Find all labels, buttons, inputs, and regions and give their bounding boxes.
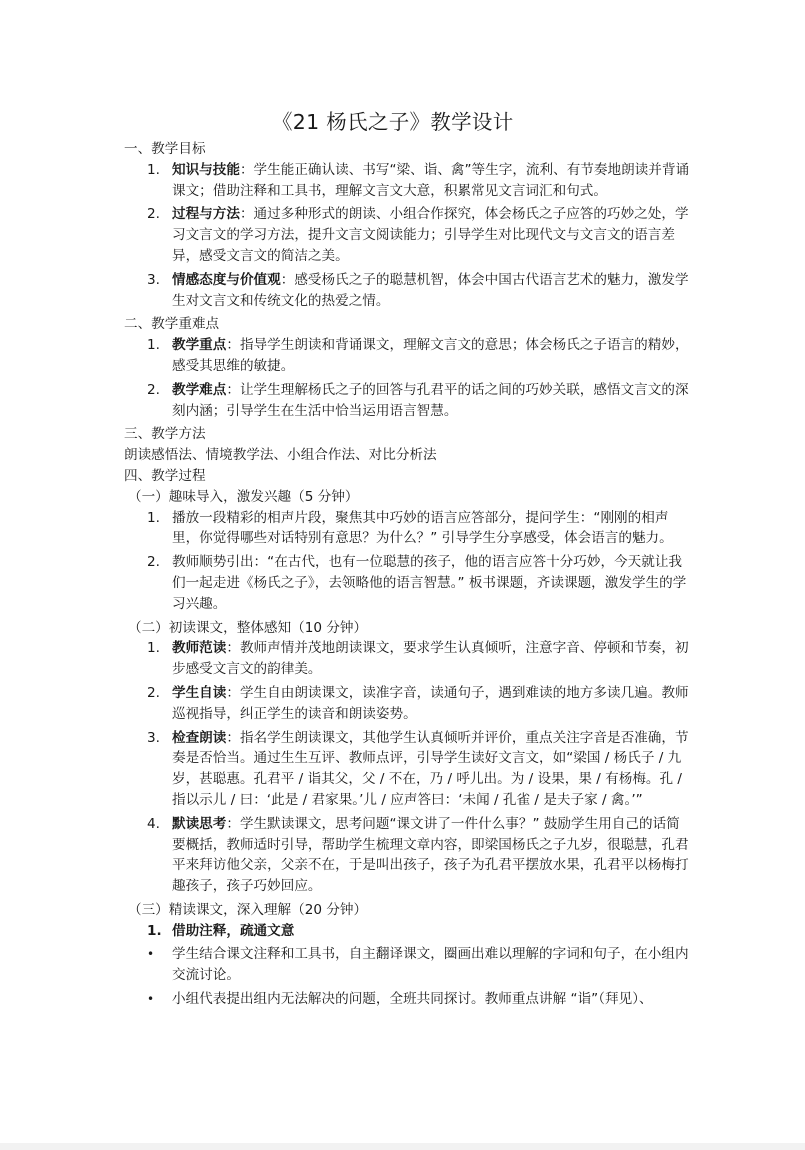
list-item xyxy=(124,508,690,550)
item-text: ：指导学生朗读和背诵课文，理解文言文的意思；体会杨氏之子语言的精妙，感受其思维的敏捷。 xyxy=(172,337,689,374)
goals-list xyxy=(124,160,690,312)
subsection-heading-first-reading: （二）初读课文，整体感知（10 分钟） xyxy=(128,619,368,636)
list-number: 1. xyxy=(147,161,160,178)
item-text: ：教师声情并茂地朗读课文，要求学生认真倾听，注意字音、停顿和节奏，初步感受文言文的韵律美。 xyxy=(172,640,689,678)
section-heading-methods: 三、教学方法 xyxy=(124,426,206,443)
keypoints-list xyxy=(124,335,690,421)
bullet-symbol: • xyxy=(147,947,155,962)
section-heading-keypoints: 二、教学重难点 xyxy=(124,316,220,333)
close-reading-list xyxy=(124,921,690,942)
list-item xyxy=(124,638,690,680)
item-text: ：通过多种形式的朗读、小组合作探究，体会杨氏之子应答的巧妙之处，学习文言文的学习方法，提升文言文阅读能力；引导学生对比现代文与文言文的语言差异，感受文言文的简洁之美。 xyxy=(172,206,689,264)
item-label: 过程与方法 xyxy=(172,206,240,223)
list-item xyxy=(124,552,690,614)
methods-text: 朗读感悟法、情境教学法、小组合作法、对比分析法 xyxy=(124,447,437,464)
item-text: ：学生自由朗读课文，读准字音，读通句子，遇到难读的地方多读几遍。教师巡视指导，纠正学生的读音和朗读姿势。 xyxy=(172,684,689,722)
item-text: ：学生能正确认读、书写“梁、诣、禽”等生字，流利、有节奏地朗读并背诵课文；借助注释和工具书，理解文言文大意，积累常见文言词汇和句式。 xyxy=(172,161,690,199)
list-number: 1. xyxy=(147,922,162,939)
item-text: 借助注释，疏通文意 xyxy=(172,922,295,939)
list-item xyxy=(124,160,690,202)
item-text: 小组代表提出组内无法解决的问题，全班共同探讨。教师重点讲解 “诣”（拜见）、 xyxy=(172,991,653,1008)
intro-list xyxy=(124,508,690,615)
list-item xyxy=(124,814,690,897)
item-text: ：感受杨氏之子的聪慧机智，体会中国古代语言艺术的魅力，激发学生对文言文和传统文化的热爱之情。 xyxy=(172,271,689,309)
item-label: 知识与技能 xyxy=(172,161,240,178)
item-text: 教师顺势引出：“在古代，也有一位聪慧的孩子，他的语言应答十分巧妙，今天就让我们一起走进《杨氏之子》，去领略他的语言智慧。” 板书课题，齐读课题，激发学生的学习兴趣。 xyxy=(172,554,687,612)
list-item xyxy=(124,728,690,811)
subsection-heading-close-reading: （三）精读课文，深入理解（20 分钟） xyxy=(128,901,368,918)
item-text: ：让学生理解杨氏之子的回答与孔君平的话之间的巧妙关联，感悟文言文的深刻内涵；引导学生在生活中恰当运用语言智慧。 xyxy=(172,381,689,419)
item-label: 检查朗读 xyxy=(172,729,227,746)
item-text: 学生结合课文注释和工具书，自主翻译课文，圈画出难以理解的字词和句子，在小组内交流讨论。 xyxy=(172,946,689,984)
list-item xyxy=(124,335,690,377)
first-reading-list xyxy=(124,638,690,897)
section-heading-goals: 一、教学目标 xyxy=(124,141,206,157)
list-number: 4. xyxy=(147,815,160,832)
close-reading-bullets xyxy=(124,944,690,1009)
list-number: 1. xyxy=(147,337,160,354)
section-heading-process: 四、教学过程 xyxy=(124,467,206,484)
item-label: 教学重点 xyxy=(172,337,227,354)
list-item xyxy=(124,380,690,422)
list-item xyxy=(124,921,690,942)
list-number: 1. xyxy=(147,640,160,657)
item-label: 情感态度与价值观 xyxy=(172,271,281,288)
item-label: 默读思考 xyxy=(172,815,227,832)
item-text: ：学生默读课文，思考问题“课文讲了一件什么事？” 鼓励学生用自己的话简要概括，教师适时引导，帮助学生梳理文章内容，即梁国杨氏之子九岁，很聪慧，孔君平来拜访他父亲，父亲不在，于是叫出孩子，孩子为孔君平摆放水果，孔君平以杨梅打趣孩子，孩子巧妙回应。 xyxy=(172,815,689,895)
bullet-symbol: • xyxy=(147,992,155,1007)
item-label: 教师范读 xyxy=(172,640,227,657)
document-title: 《21 杨氏之子》教学设计 xyxy=(272,110,514,134)
item-text: 播放一段精彩的相声片段，聚焦其中巧妙的语言应答部分，提问学生：“刚刚的相声里，你觉得哪些对话特别有意思？为什么？” 引导学生分享感受，体会语言的魅力。 xyxy=(172,509,673,547)
list-number: 2. xyxy=(147,381,160,398)
item-label: 教学难点 xyxy=(172,381,227,398)
list-number: 2. xyxy=(147,554,160,571)
list-item xyxy=(124,683,690,725)
bullet-item xyxy=(124,989,690,1010)
list-item xyxy=(124,204,690,266)
document-content xyxy=(124,108,690,1013)
list-number: 2. xyxy=(147,206,160,223)
list-number: 3. xyxy=(147,729,160,746)
bullet-item xyxy=(124,944,690,986)
list-number: 2. xyxy=(147,684,160,701)
item-text: ：指名学生朗读课文，其他学生认真倾听并评价，重点关注字音是否准确，节奏是否恰当。通过生生互评、教师点评，引导学生读好文言文，如“梁国 / 杨氏子 / 九岁，甚聪惠。孔君平 / 诣其父，父 / 不在，乃 / 呼儿出。为 / 设果，果 / 有杨梅。孔 / 指以示儿 / 曰：‘此是 / 君家果。’儿 / 应声答曰：‘未闻 / 孔雀 / 是夫子家 / 禽。’” xyxy=(172,729,689,808)
item-label: 学生自读 xyxy=(172,684,227,701)
list-number: 3. xyxy=(147,271,160,288)
list-item xyxy=(124,270,690,312)
subsection-heading-intro: （一）趣味导入，激发兴趣（5 分钟） xyxy=(128,488,359,505)
list-number: 1. xyxy=(147,509,160,526)
